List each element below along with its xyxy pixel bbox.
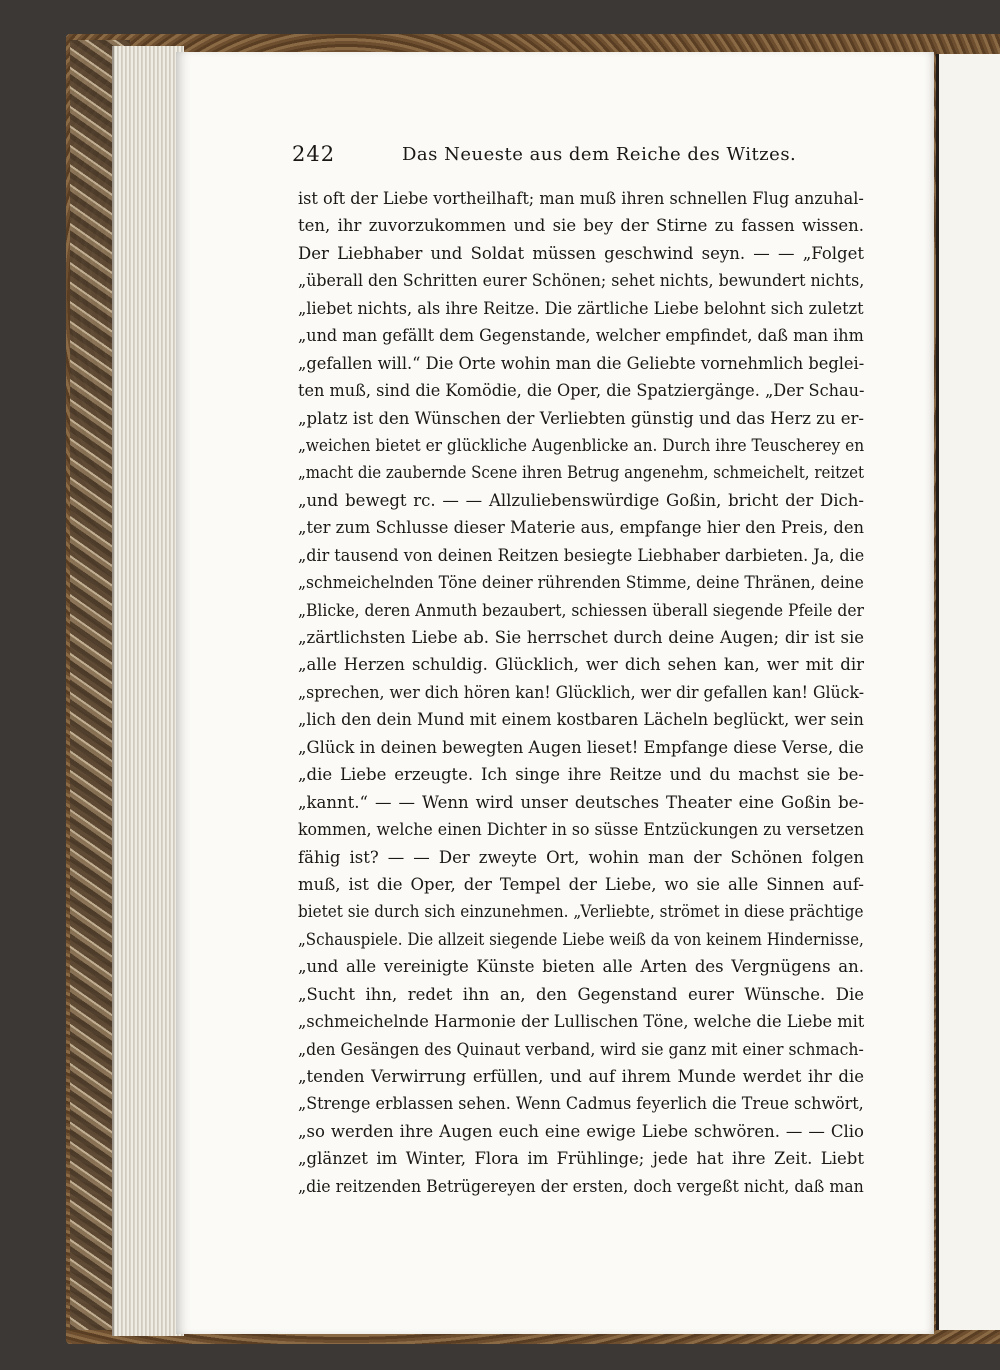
text-line: „und alle vereinigte Künste bieten alle Arten des Vergnügens an. [298,957,864,977]
text-line: „schmeichelnde Harmonie der Lullischen Töne, welche die Liebe mit [298,1012,864,1032]
text-line: „tenden Verwirrung erfüllen, und auf ihrem Munde werdet ihr die [298,1067,864,1086]
text-line: „und bewegt rc. — — Allzuliebenswürdige Goßin, bricht der Dich- [298,490,864,510]
text-line: „und man gefällt dem Gegenstande, welcher empfindet, daß man ihm [298,326,864,346]
text-line: ist oft der Liebe vortheilhaft; man muß ihren schnellen Flug anzuhal- [298,189,864,208]
text-line: „überall den Schritten eurer Schönen; sehet nichts, bewundert nichts, [298,271,864,291]
text-line: „Blicke, deren Anmuth bezaubert, schiessen überall siegende Pfeile der [298,600,864,620]
text-line: „schmeichelnden Töne deiner rührenden Stimme, deine Thränen, deine [298,573,864,593]
text-line: Der Liebhaber und Soldat müssen geschwind seyn. — — „Folget [298,243,864,263]
page-number: 242 [292,142,336,166]
text-line: „den Gesängen des Quinaut verband, wird sie ganz mit einer schmach- [298,1039,864,1059]
text-line: „alle Herzen schuldig. Glücklich, wer dich sehen kan, wer mit dir [298,655,864,675]
text-line: „kannt.“ — — Wenn wird unser deutsches Theater eine Goßin be- [298,792,864,812]
text-line: fähig ist? — — Der zweyte Ort, wohin man der Schönen folgen [298,847,864,867]
text-line: „lich den dein Mund mit einem kostbaren Lächeln beglückt, wer sein [298,710,864,730]
text-line: ten muß, sind die Komödie, die Oper, die Spatziergänge. „Der Schau- [298,381,864,401]
text-line: „ter zum Schlusse dieser Materie aus, empfange hier den Preis, den [298,518,864,538]
text-line: ten, ihr zuvorzukommen und sie bey der Stirne zu fassen wissen. [298,216,864,236]
text-line: „glänzet im Winter, Flora im Frühlinge; jede hat ihre Zeit. Liebt [298,1149,864,1169]
text-line: muß, ist die Oper, der Tempel der Liebe, wo sie alle Sinnen auf- [298,874,864,894]
page-header [292,142,868,174]
text-line: „die reitzenden Betrügereyen der ersten, doch vergeßt nicht, daß man [298,1176,864,1196]
text-line: „dir tausend von deinen Reitzen besiegte Liebhaber darbieten. Ja, die [298,545,864,565]
text-line: „platz ist den Wünschen der Verliebten günstig und das Herz zu er- [298,408,864,428]
facing-page-edge [936,54,1000,1330]
text-line: „weichen bietet er glückliche Augenblicke an. Durch ihre Teuscherey en [298,435,864,455]
text-line: „so werden ihre Augen euch eine ewige Liebe schwören. — — Clio [298,1121,864,1141]
text-line: „sprechen, wer dich hören kan! Glücklich, wer dir gefallen kan! Glück- [298,682,864,702]
text-line: „Glück in deinen bewegten Augen lieset! Empfange diese Verse, die [298,737,864,757]
body-text [298,185,864,1200]
text-line: „Schauspiele. Die allzeit siegende Liebe weiß da von keinem Hindernisse, [298,929,864,949]
running-head: Das Neueste aus dem Reiche des Witzes. [402,144,797,165]
text-line: „gefallen will.“ Die Orte wohin man die Geliebte vornehmlich beglei- [298,353,864,373]
text-line: „Strenge erblassen sehen. Wenn Cadmus feyerlich die Treue schwört, [298,1094,864,1114]
text-line: „liebet nichts, als ihre Reitze. Die zärtliche Liebe belohnt sich zuletzt [298,298,864,318]
text-line: bietet sie durch sich einzunehmen. „Verliebte, strömet in diese prächtige [298,902,864,922]
text-line: „macht die zaubernde Scene ihren Betrug angenehm, schmeichelt, reitzet [298,463,864,483]
page-stack-edges [112,46,184,1336]
text-line: kommen, welche einen Dichter in so süsse Entzückungen zu versetzen [298,820,864,840]
text-line: „zärtlichsten Liebe ab. Sie herrschet durch deine Augen; dir ist sie [298,628,864,647]
text-line: „Sucht ihn, redet ihn an, den Gegenstand eurer Wünsche. Die [298,984,864,1004]
text-line: „die Liebe erzeugte. Ich singe ihre Reitze und du machst sie be- [298,765,864,785]
